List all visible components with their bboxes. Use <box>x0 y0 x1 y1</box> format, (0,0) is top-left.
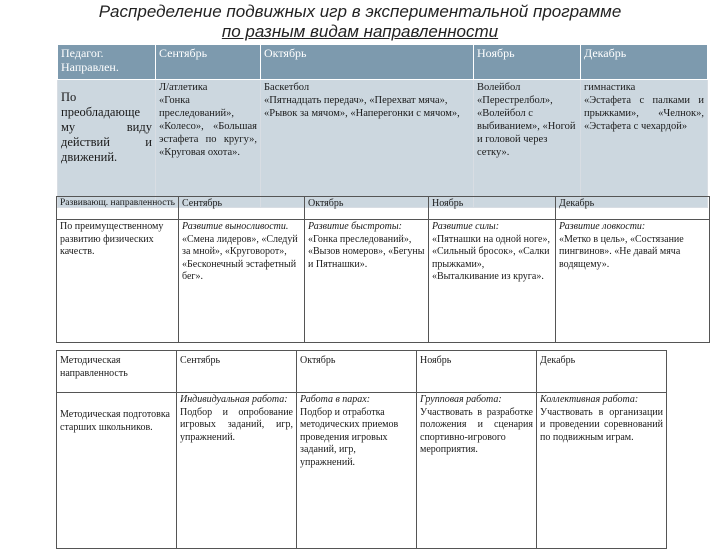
header-cell-october: Октябрь <box>297 351 417 393</box>
table-header-row <box>57 351 667 393</box>
header-cell-september: Сентябрь <box>177 351 297 393</box>
cell-heading: Коллективная работа: <box>540 394 639 405</box>
table-row <box>57 393 667 549</box>
cell-november <box>417 393 537 549</box>
cell-text: гимнастика «Эстафета с палками и прыжками», «Челнок», «Эстафета с чехардой» <box>584 82 704 132</box>
cell-games: «Смена лидеров», «Следуй за мной», «Круговорот», «Бесконечный эстафетный бег». <box>182 233 298 282</box>
cell-text: Волейбол «Перестрелбол», «Волейбол с выбиванием», «Ногой и головой через сетку». <box>477 82 576 158</box>
cell-september <box>156 80 261 208</box>
page-title <box>0 2 720 42</box>
cell-october <box>305 220 429 343</box>
cell-november <box>474 80 581 208</box>
cell-heading: Работа в парах: <box>300 394 371 405</box>
table-row <box>58 80 708 208</box>
cell-heading: Развитие силы: <box>432 221 500 232</box>
header-cell-october: Октябрь <box>261 45 474 80</box>
table-row <box>57 220 710 343</box>
header-cell-direction: Методическая направленность <box>57 351 177 393</box>
row-label: Методическая подготовка старших школьников. <box>60 409 170 433</box>
row-label-cell <box>58 80 156 208</box>
cell-december <box>537 393 667 549</box>
header-cell-direction: Педагог. Направлен. <box>58 45 156 80</box>
table-pedagogical-direction <box>57 44 708 208</box>
cell-heading: Групповая работа: <box>420 394 502 405</box>
title-line-1: Распределение подвижных игр в экспериментальной программе <box>98 2 622 21</box>
cell-september <box>177 393 297 549</box>
cell-heading: Развитие выносливости. <box>182 221 289 232</box>
table-developmental-direction <box>56 196 710 343</box>
cell-text: Участвовать в разработке положения и сценария спортивно-игрового мероприятия. <box>420 406 533 455</box>
cell-heading: Развитие быстроты: <box>308 221 402 232</box>
header-cell-october: Октябрь <box>305 197 429 220</box>
table-header-row <box>57 197 710 220</box>
cell-games: «Пятнашки на одной ноге», «Сильный бросок», «Салки прыжками», «Выталкивание из круга». <box>432 233 550 282</box>
row-label: По преобладающе му виду действий и движений. <box>61 90 152 164</box>
row-label-cell <box>57 393 177 549</box>
header-cell-december: Декабрь <box>537 351 667 393</box>
cell-december <box>581 80 708 208</box>
cell-heading: Индивидуальная работа: <box>180 394 288 405</box>
cell-text: Подбор и отработка методических приемов проведения игровых заданий, игр, упражнений. <box>300 406 399 468</box>
table-header-row <box>58 45 708 80</box>
cell-october <box>261 80 474 208</box>
header-cell-september: Сентябрь <box>156 45 261 80</box>
cell-text: Подбор и опробование игровых заданий, игр, упражнений. <box>180 406 293 443</box>
cell-games: «Метко в цель», «Состязание пингвинов». «Не давай мяча водящему». <box>559 233 684 270</box>
header-cell-december: Декабрь <box>581 45 708 80</box>
cell-november <box>429 220 556 343</box>
title-line-2: по разным видам направленности <box>221 22 499 41</box>
header-cell-direction: Развивающ. направленность <box>57 197 179 220</box>
cell-text: Л/атлетика «Гонка преследований», «Колесо», «Большая эстафета по кругу», «Круговая охота». <box>159 82 257 158</box>
header-cell-september: Сентябрь <box>179 197 305 220</box>
header-cell-november: Ноябрь <box>474 45 581 80</box>
row-label: По преимущественному развитию физических качеств. <box>60 221 164 257</box>
header-cell-november: Ноябрь <box>417 351 537 393</box>
cell-october <box>297 393 417 549</box>
header-cell-november: Ноябрь <box>429 197 556 220</box>
cell-text: Баскетбол «Пятнадцать передач», «Перехват мяча», «Рывок за мячом», «Наперегонки с мячом», <box>264 82 460 119</box>
cell-september <box>179 220 305 343</box>
row-label-cell <box>57 220 179 343</box>
table-methodical-direction <box>56 350 667 549</box>
cell-december <box>556 220 710 343</box>
cell-games: «Гонка преследований», «Вызов номеров», «Бегуны и Пятнашки». <box>308 233 425 270</box>
cell-text: Участвовать в организации и проведении соревнований по подвижным играм. <box>540 406 663 443</box>
header-cell-december: Декабрь <box>556 197 710 220</box>
cell-heading: Развитие ловкости: <box>559 221 646 232</box>
